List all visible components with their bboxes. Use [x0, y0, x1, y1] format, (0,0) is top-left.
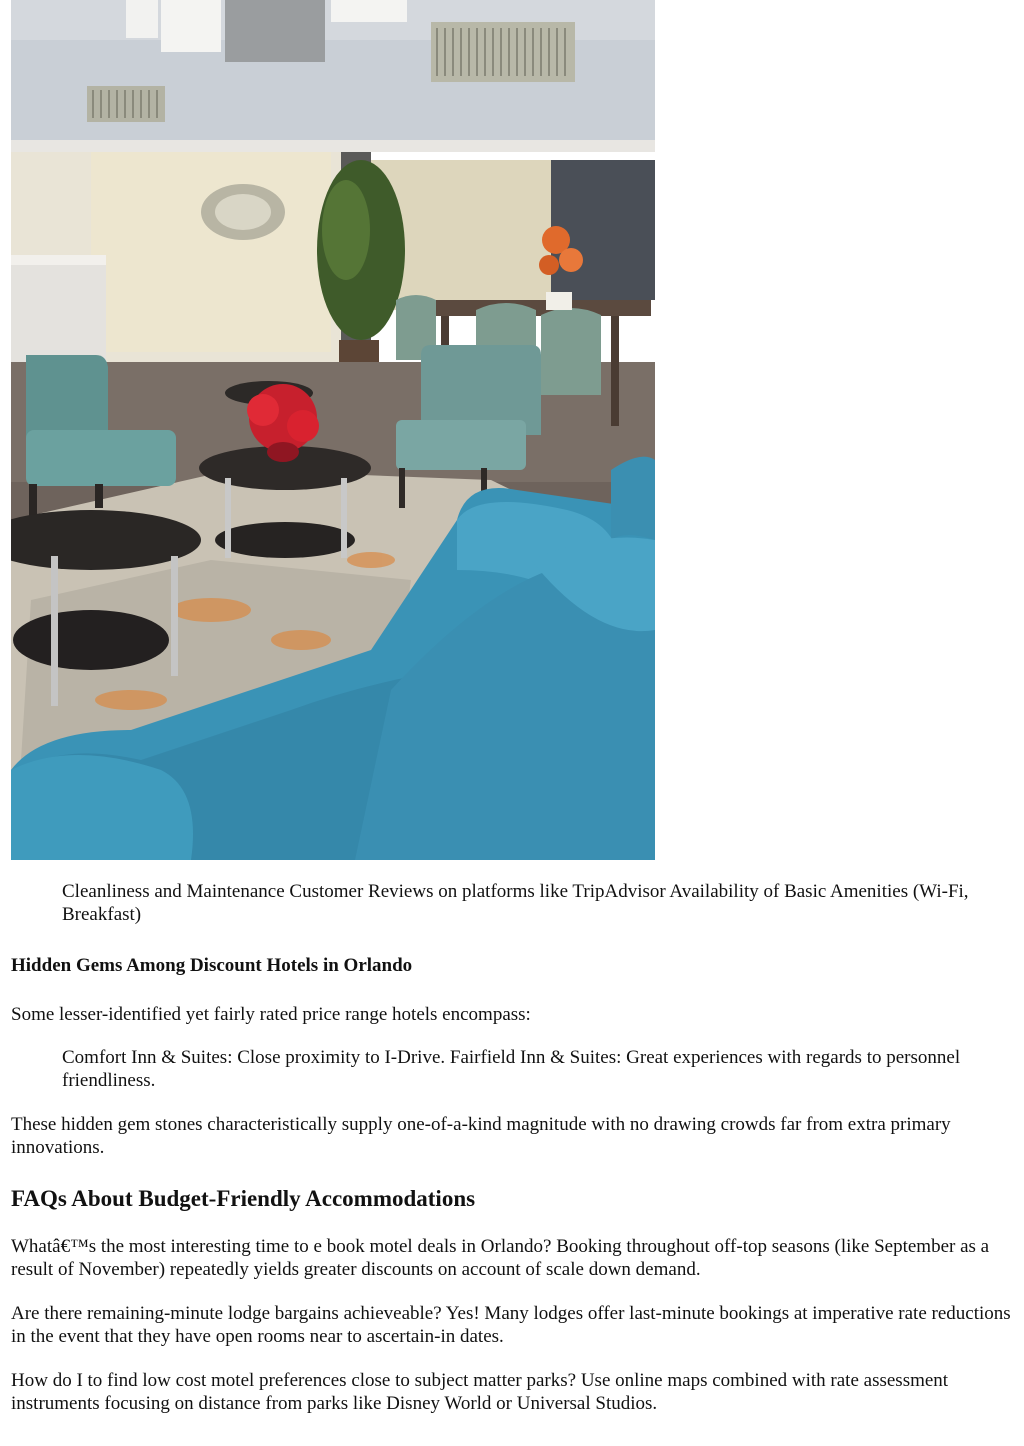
hotel-lobby-photo — [11, 0, 655, 860]
faq-heading: FAQs About Budget-Friendly Accommodations — [11, 1186, 476, 1211]
faq-item-best-time: Whatâ€™s the most interesting time to e book motel deals in Orlando? Booking throughout off-top seasons (like September as a result of November) repeatedly yields greater discounts on account of scale down demand. — [11, 1236, 990, 1280]
hidden-gems-outro: These hidden gem stones characteristically supply one-of-a-kind magnitude with no drawing crowds far from extra primary innovations. — [11, 1114, 951, 1158]
faq-item-last-minute: Are there remaining-minute lodge bargains achieveable? Yes! Many lodges offer last-minute bookings at imperative rate reductions in the event that they have open rooms near to ascertain-in dates. — [11, 1303, 1011, 1347]
criteria-list: Cleanliness and Maintenance Customer Reviews on platforms like TripAdvisor Availability of Basic Amenities (Wi-Fi, Breakfast) — [62, 881, 969, 925]
hidden-gems-list: Comfort Inn & Suites: Close proximity to I-Drive. Fairfield Inn & Suites: Great experiences with regards to personnel friendliness. — [62, 1047, 961, 1091]
faq-item-theme-parks: How do I to find low cost motel preferences close to subject matter parks? Use online maps combined with rate assessment instruments focusing on distance from parks like Disney World or Universal Studios. — [11, 1370, 949, 1414]
article — [11, 0, 1011, 1415]
section-heading-hidden-gems: Hidden Gems Among Discount Hotels in Orlando — [11, 955, 413, 976]
hidden-gems-intro: Some lesser-identified yet fairly rated price range hotels encompass: — [11, 1004, 531, 1025]
